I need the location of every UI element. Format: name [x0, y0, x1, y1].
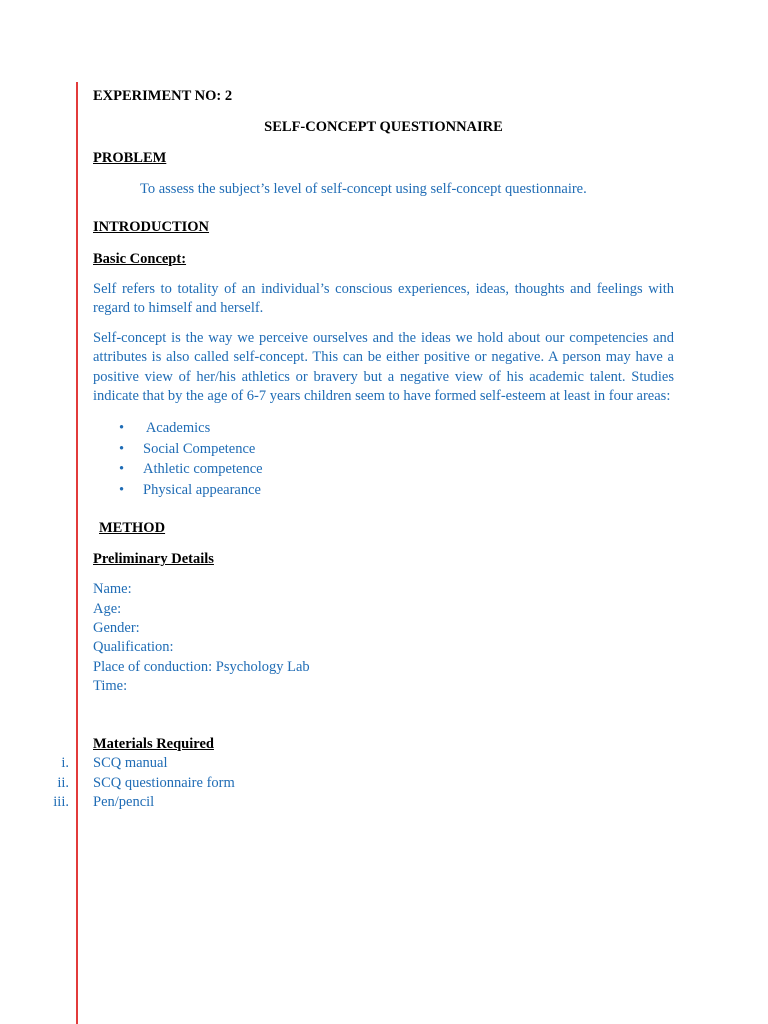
- basic-concept-heading: Basic Concept:: [93, 251, 187, 267]
- experiment-number: EXPERIMENT NO: 2: [93, 88, 233, 104]
- list-number: i.: [61, 755, 69, 772]
- document-title: [93, 117, 674, 137]
- materials-list: [53, 754, 674, 813]
- document-page: [53, 86, 674, 813]
- intro-paragraph-1: Self refers to totality of an individual’s conscious experiences, ideas, thoughts and feelings with regard to himself and herself.: [93, 281, 674, 317]
- list-item: • Athletic competence: [93, 459, 674, 480]
- problem-text: To assess the subject’s level of self-concept using self-concept questionnaire.: [140, 181, 587, 197]
- introduction-heading: INTRODUCTION: [93, 219, 210, 235]
- detail-qualification: Qualification:: [93, 639, 174, 656]
- detail-place: Place of conduction: Psychology Lab: [93, 658, 310, 675]
- detail-name: Name:: [93, 581, 132, 598]
- list-item: [61, 754, 674, 774]
- preliminary-details-list: [93, 580, 674, 696]
- intro-paragraph-2: Self-concept is the way we perceive ourselves and the ideas we hold about our competencies and attributes is also called self-concept. This can be either positive or negative. A person may have a positive view of her/his athletics or bravery but a negative view of his academic talent. Studies indicate that by the age of 6-7 years children seem to have formed self-esteem at least in four areas:: [93, 329, 674, 405]
- list-item: • Physical appearance: [93, 480, 674, 501]
- document-title-text: SELF-CONCEPT QUESTIONNAIRE: [264, 119, 503, 135]
- list-number: ii.: [57, 774, 69, 791]
- list-item: • Social Competence: [93, 439, 674, 460]
- list-item-text: SCQ questionnaire form: [93, 774, 235, 791]
- method-heading: METHOD: [99, 520, 166, 537]
- detail-time: Time:: [93, 677, 128, 694]
- list-number: iii.: [53, 794, 69, 811]
- margin-rule-line: [76, 82, 78, 1024]
- list-item-text: Pen/pencil: [93, 794, 155, 811]
- list-item: [53, 793, 674, 813]
- self-esteem-areas-list: [93, 418, 674, 500]
- preliminary-details-heading: Preliminary Details: [93, 551, 214, 568]
- materials-heading: Materials Required: [93, 736, 214, 753]
- detail-age: Age:: [93, 600, 122, 617]
- list-item: [57, 774, 674, 794]
- detail-gender: Gender:: [93, 620, 140, 637]
- list-item-text: SCQ manual: [93, 755, 168, 772]
- list-item: • Academics: [93, 418, 674, 439]
- problem-heading: PROBLEM: [93, 150, 167, 166]
